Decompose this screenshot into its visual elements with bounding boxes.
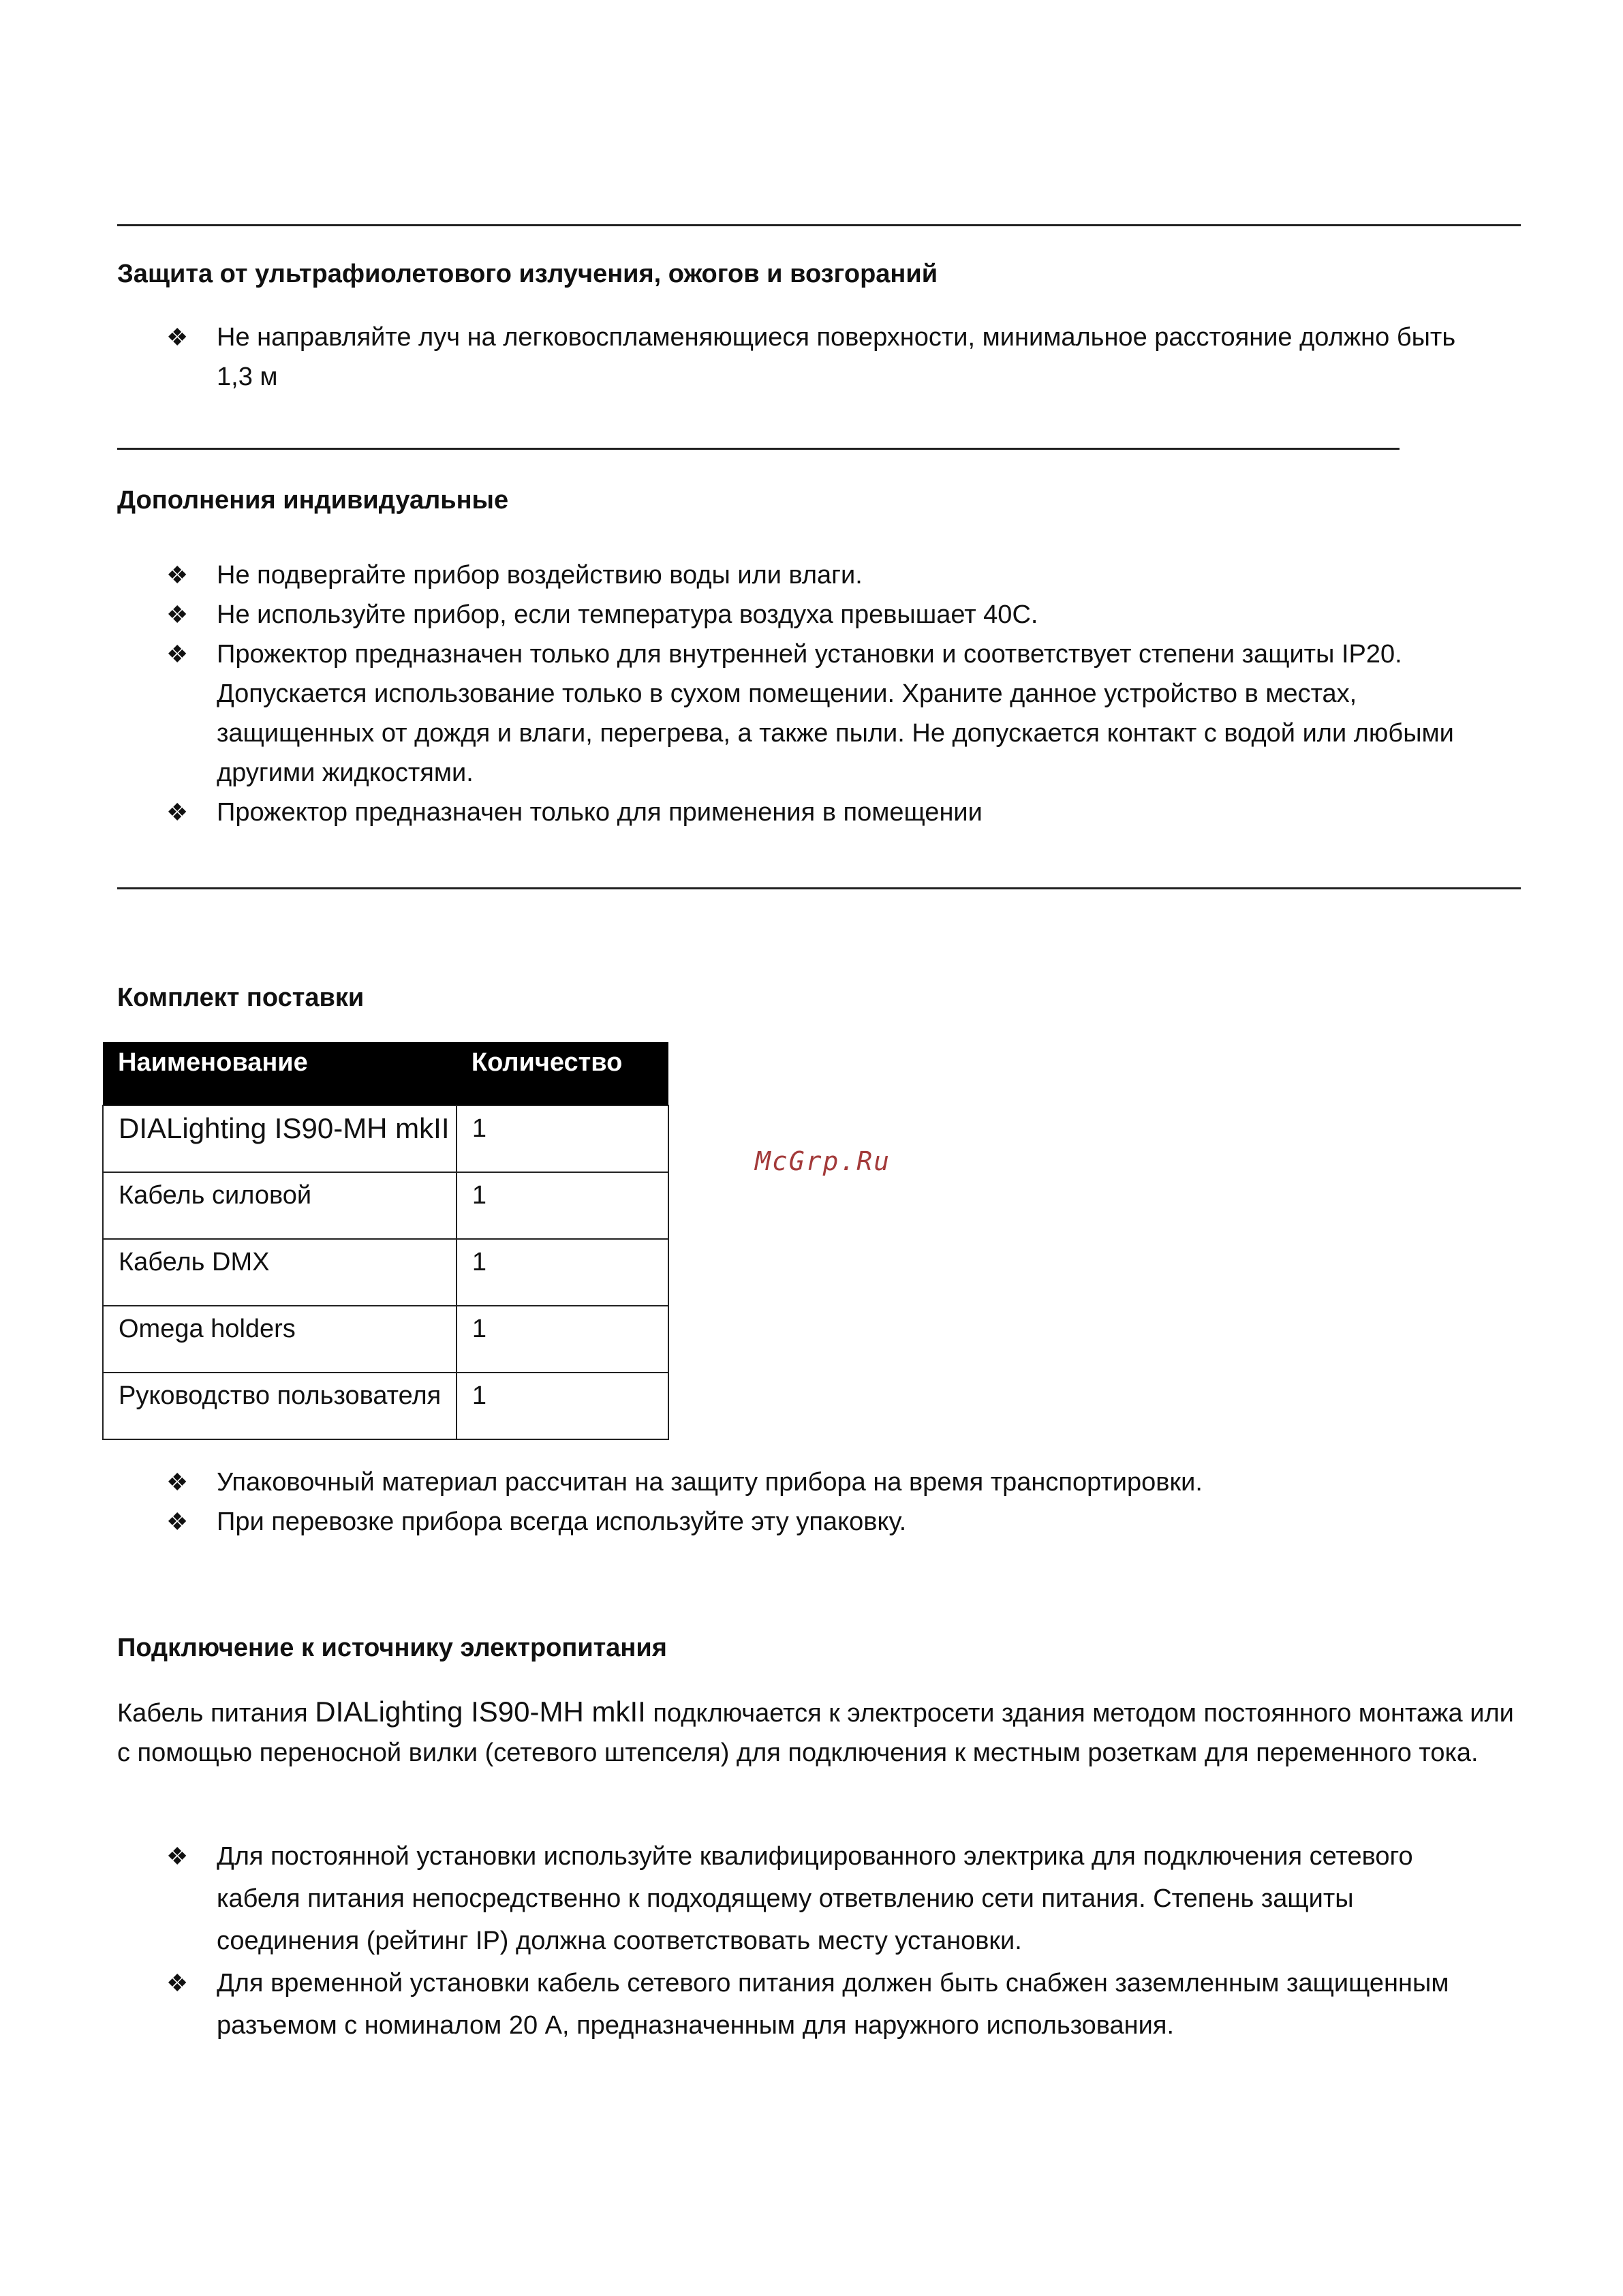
bullet-icon: ❖ <box>166 1842 189 1870</box>
bullet-icon: ❖ <box>166 1468 189 1496</box>
power-intro-paragraph: Кабель питания DIALighting IS90-MH mkII подключается к электросети здания методом постоянного монтажа или с помощью переносной вилки (сетевого штепселя) для подключения к местным розеткам для переменного тока. <box>117 1696 1514 1767</box>
table-cell-quantity: 1 <box>457 1105 668 1172</box>
uv-bullet-list <box>0 318 1499 397</box>
kit-bullet-list <box>0 1463 1499 1542</box>
divider <box>117 224 1521 226</box>
bullet-icon: ❖ <box>166 640 189 668</box>
section-title-power: Подключение к источнику электропитания <box>117 1634 667 1662</box>
table-row <box>103 1239 668 1306</box>
table-cell-name: DIALighting IS90-MH mkII <box>103 1105 457 1172</box>
list-item: ❖ Для временной установки кабель сетевого питания должен быть снабжен заземленным защищенным разъемом с номиналом 20 А, предназначенным для наружного использования. <box>0 1962 1499 2047</box>
bullet-icon: ❖ <box>166 323 189 351</box>
table-cell-quantity: 1 <box>457 1239 668 1306</box>
section-title-uv: Защита от ультрафиолетового излучения, ожогов и возгораний <box>117 260 938 288</box>
table-row <box>103 1105 668 1172</box>
kit-table <box>102 1042 669 1440</box>
table-row <box>103 1306 668 1373</box>
list-item: ❖ Для постоянной установки используйте квалифицированного электрика для подключения сетевого кабеля питания непосредственно к подходящему ответвлению сети питания. Степень защиты соединения (рейтинг IP) должна соответствовать месту установки. <box>0 1835 1499 1962</box>
table-cell-name: Кабель силовой <box>103 1172 457 1239</box>
list-item: ❖ При перевозке прибора всегда используйте эту упаковку. <box>0 1502 1499 1542</box>
list-item: ❖ Упаковочный материал рассчитан на защиту прибора на время транспортировки. <box>0 1463 1499 1502</box>
power-bullet-list <box>0 1835 1499 2047</box>
column-header-name: Наименование <box>103 1042 457 1105</box>
product-name: DIALighting IS90-MH mkII <box>315 1696 646 1728</box>
bullet-icon: ❖ <box>166 600 189 628</box>
watermark-text: McGrp.Ru <box>755 1146 891 1176</box>
table-row <box>103 1172 668 1239</box>
divider <box>117 887 1521 889</box>
list-item: ❖ Прожектор предназначен только для внутренней установки и соответствует степени защиты IP20. Допускается использование только в сухом помещении. Храните данное устройство в местах, защищенных от дождя и влаги, перегрева, а также пыли. Не допускается контакт с водой или любыми другими жидкостями. <box>0 634 1499 793</box>
section-title-extra: Дополнения индивидуальные <box>117 486 509 515</box>
extra-bullet-list <box>0 555 1499 832</box>
column-header-quantity: Количество <box>457 1042 668 1105</box>
table-cell-name: Omega holders <box>103 1306 457 1373</box>
table-cell-name: Руководство пользователя <box>103 1373 457 1439</box>
table-cell-quantity: 1 <box>457 1306 668 1373</box>
bullet-icon: ❖ <box>166 1969 189 1997</box>
list-item: ❖ Не направляйте луч на легковоспламеняющиеся поверхности, минимальное расстояние должно быть 1,3 м <box>0 318 1499 397</box>
list-item: ❖ Не подвергайте прибор воздействию воды или влаги. <box>0 555 1499 595</box>
bullet-icon: ❖ <box>166 1507 189 1535</box>
table-cell-quantity: 1 <box>457 1172 668 1239</box>
table-row <box>103 1373 668 1439</box>
table-cell-quantity: 1 <box>457 1373 668 1439</box>
table-cell-name: Кабель DMX <box>103 1239 457 1306</box>
section-title-kit: Комплект поставки <box>117 983 365 1012</box>
bullet-icon: ❖ <box>166 798 189 826</box>
divider <box>117 448 1400 450</box>
list-item: ❖ Прожектор предназначен только для применения в помещении <box>0 793 1499 832</box>
table-header-row <box>103 1042 668 1105</box>
list-item: ❖ Не используйте прибор, если температура воздуха превышает 40С. <box>0 595 1499 634</box>
bullet-icon: ❖ <box>166 561 189 589</box>
